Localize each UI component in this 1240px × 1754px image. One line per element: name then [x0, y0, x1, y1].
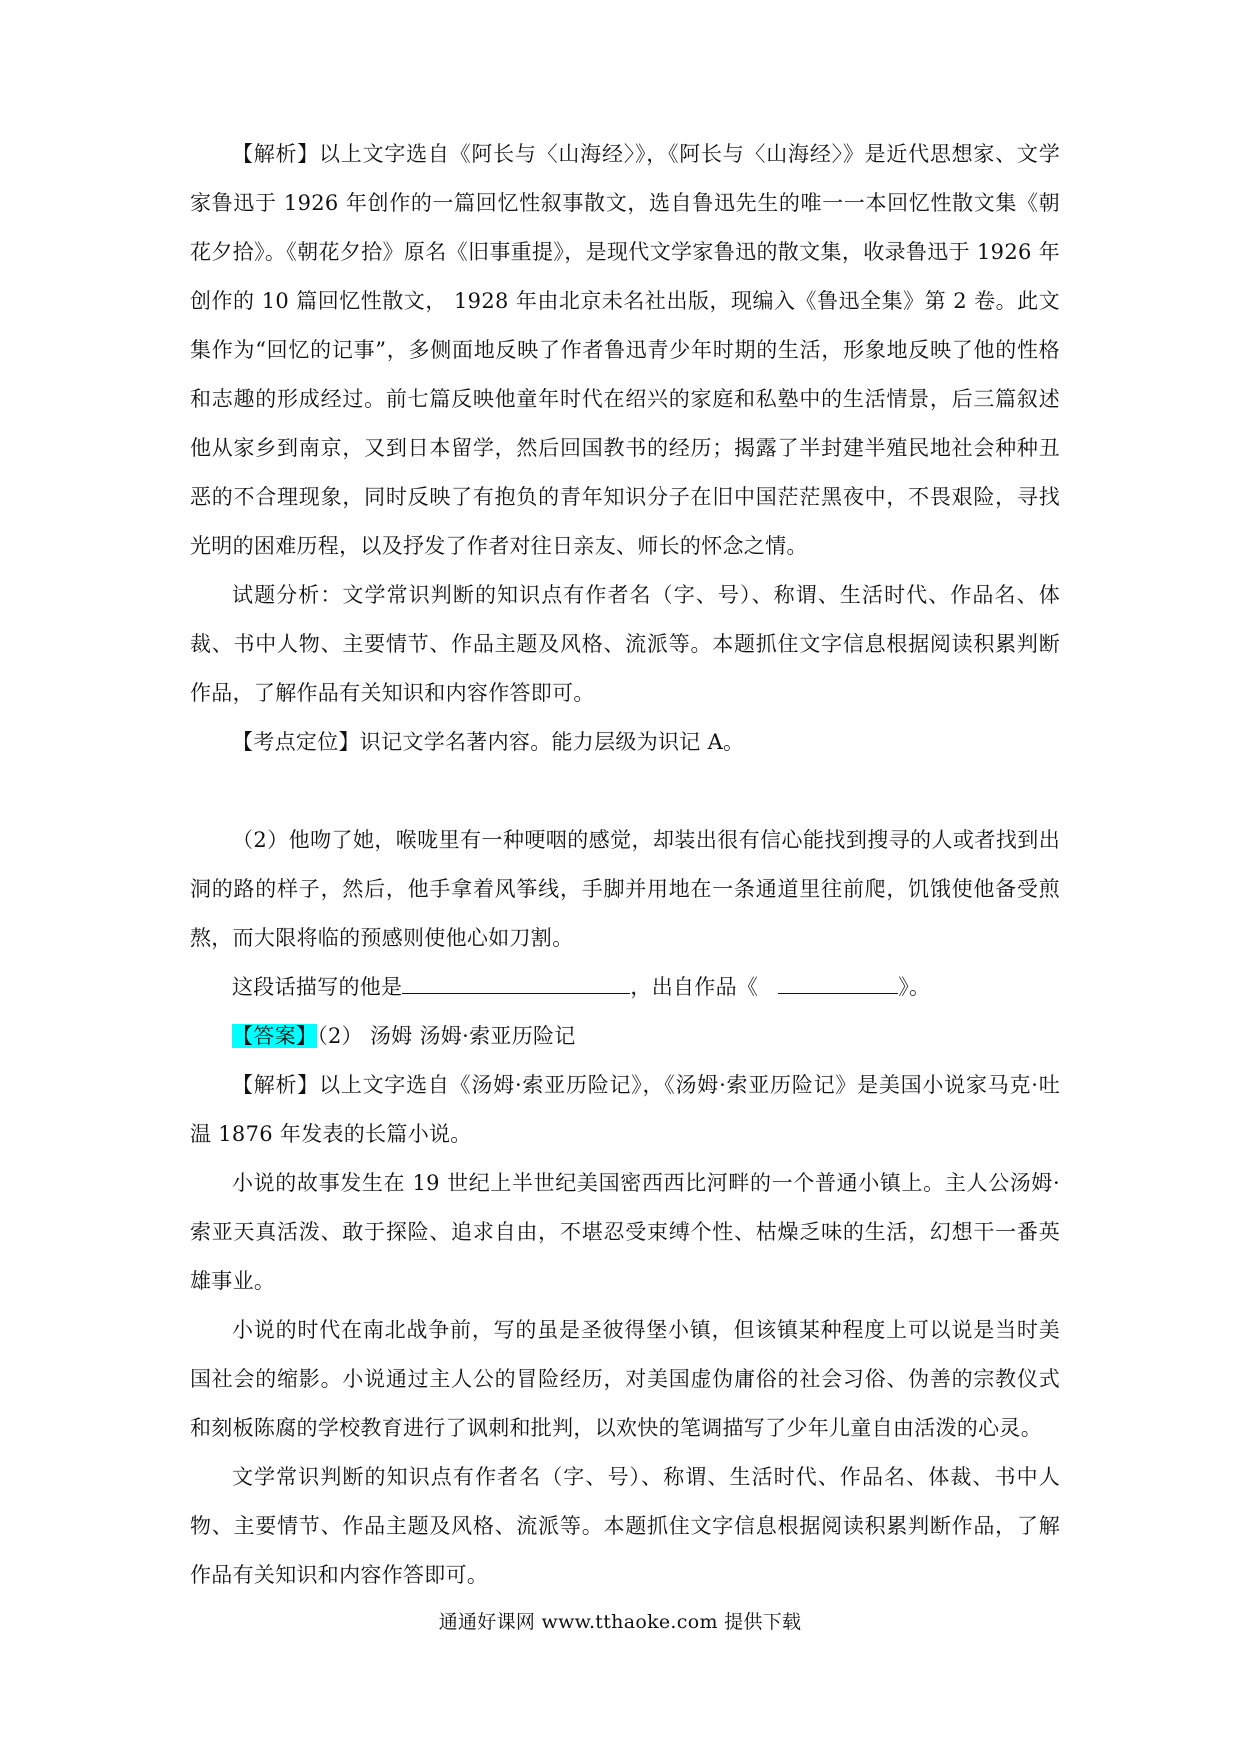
analysis-paragraph-1: 【解析】以上文字选自《阿长与〈山海经〉》，《阿长与〈山海经〉》是近代思想家、文学家鲁迅于 1926 年创作的一篇回忆性叙事散文，选自鲁迅先生的唯一一本回忆性散文集《朝花夕拾》。《朝花夕拾》原名《旧事重提》，是现代文学家鲁迅的散文集，收录鲁迅于 1926 年创作的 10 篇回忆性散文， 1928 年由北京未名社出版，现编入《鲁迅全集》第 2 卷。此文集作为“回忆的记事”，多侧面地反映了作者鲁迅青少年时期的生活，形象地反映了他的性格和志趣的形成经过。前七篇反映他童年时代在绍兴的家庭和私塾中的生活情景，后三篇叙述他从家乡到南京，又到日本留学，然后回国教书的经历；揭露了半封建半殖民地社会种种丑恶的不合理现象，同时反映了有抱负的青年知识分子在旧中国茫茫黑夜中，不畏艰险，寻找光明的困难历程，以及抒发了作者对往日亲友、师长的怀念之情。 — [190, 142, 1060, 558]
section-gap — [190, 767, 1060, 816]
answer-blank-work[interactable] — [778, 969, 898, 994]
analysis-paragraph-2: 【解析】以上文字选自《汤姆·索亚历险记》，《汤姆·索亚历险记》是美国小说家马克·吐温 1876 年发表的长篇小说。 — [190, 1073, 1060, 1146]
story-theme-paragraph: 小说的时代在南北战争前，写的虽是圣彼得堡小镇，但该镇某种程度上可以说是当时美国社会的缩影。小说通过主人公的冒险经历，对美国虚伪庸俗的社会习俗、伪善的宗教仪式和刻板陈腐的学校教育进行了讽刺和批判，以欢快的笔调描写了少年儿童自由活泼的心灵。 — [190, 1318, 1060, 1440]
question-2-text: （2）他吻了她，喉咙里有一种哽咽的感觉，却装出很有信心能找到搜寻的人或者找到出洞的路的样子，然后，他手拿着风筝线，手脚并用地在一条通道里往前爬，饥饿使他备受煎熬，而大限将临的预感则使他心如刀割。 — [190, 828, 1060, 950]
prompt-part-c: 》。 — [898, 975, 931, 999]
answer-2-text: （2） 汤姆 汤姆·索亚历险记 — [317, 1024, 576, 1048]
key-point-paragraph: 【考点定位】识记文学名著内容。能力层级为识记 A。 — [232, 730, 745, 754]
prompt-part-b: ，出自作品《 — [630, 975, 759, 999]
story-setting-paragraph: 小说的故事发生在 19 世纪上半世纪美国密西西比河畔的一个普通小镇上。主人公汤姆·索亚天真活泼、敢于探险、追求自由，不堪忍受束缚个性、枯燥乏味的生活，幻想干一番英雄事业。 — [190, 1171, 1060, 1293]
answer-blank-character[interactable] — [402, 969, 630, 994]
page-footer: 通通好课网 www.tthaoke.com 提供下载 — [438, 1611, 802, 1633]
answer-tag-highlight: 【答案】 — [232, 1024, 318, 1048]
prompt-part-a: 这段话描写的他是 — [232, 975, 403, 999]
question-2-prompt — [190, 963, 1060, 1012]
document-body — [190, 130, 1060, 1600]
answer-2-paragraph — [190, 1012, 1060, 1061]
literary-knowledge-paragraph: 文学常识判断的知识点有作者名（字、号）、称谓、生活时代、作品名、体裁、书中人物、主要情节、作品主题及风格、流派等。本题抓住文字信息根据阅读积累判断作品，了解作品有关知识和内容作答即可。 — [190, 1465, 1060, 1587]
question-analysis-paragraph: 试题分析：文学常识判断的知识点有作者名（字、号）、称谓、生活时代、作品名、体裁、书中人物、主要情节、作品主题及风格、流派等。本题抓住文字信息根据阅读积累判断作品，了解作品有关知识和内容作答即可。 — [190, 583, 1060, 705]
